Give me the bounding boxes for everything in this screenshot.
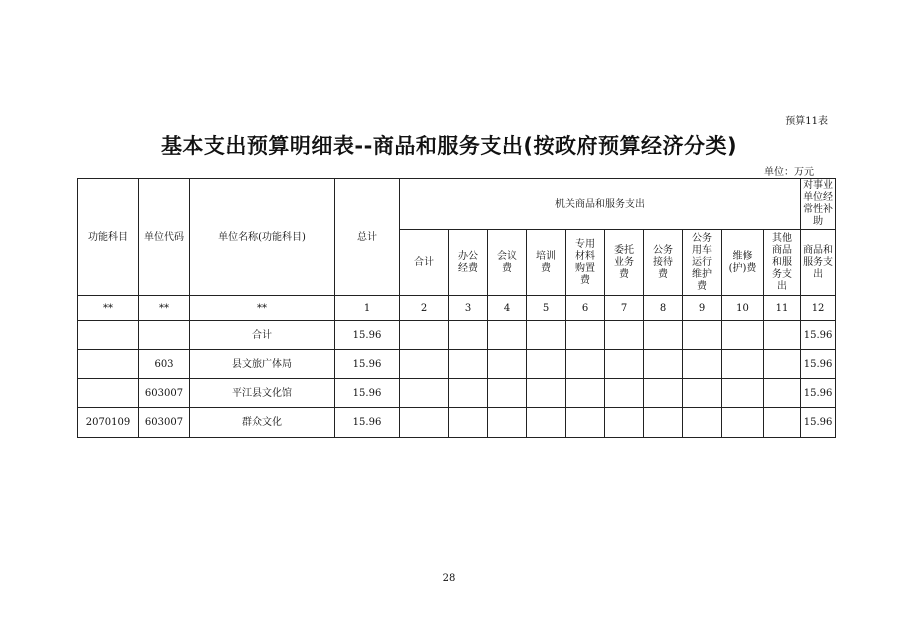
header-col-other: 其他商品和服务支出 — [764, 230, 801, 296]
budget-table — [77, 178, 836, 438]
subsidy-cell: 15.96 — [801, 350, 836, 379]
header-col-vehicle: 公务用车运行维护费 — [683, 230, 722, 296]
index-cell: 12 — [801, 296, 836, 321]
header-col-entrusted: 委托业务费 — [605, 230, 644, 296]
unit-code-cell — [139, 321, 190, 350]
index-cell: 7 — [605, 296, 644, 321]
header-col-meeting: 会议费 — [488, 230, 527, 296]
table-row — [78, 321, 836, 350]
total-cell: 15.96 — [335, 379, 400, 408]
unit-name-cell: 县文旅广体局 — [190, 350, 335, 379]
index-cell: ** — [190, 296, 335, 321]
index-cell: 9 — [683, 296, 722, 321]
page-title: 基本支出预算明细表--商品和服务支出(按政府预算经济分类) — [160, 134, 738, 158]
header-col-materials: 专用材料购置费 — [566, 230, 605, 296]
unit-name-cell: 合计 — [190, 321, 335, 350]
unit-code-cell: 603007 — [139, 379, 190, 408]
unit-name-cell: 平江县文化馆 — [190, 379, 335, 408]
index-cell: 10 — [722, 296, 764, 321]
unit-name-cell: 群众文化 — [190, 408, 335, 438]
index-cell: 8 — [644, 296, 683, 321]
unit-code-cell: 603007 — [139, 408, 190, 438]
index-cell: 4 — [488, 296, 527, 321]
subsidy-cell: 15.96 — [801, 321, 836, 350]
index-cell: ** — [78, 296, 139, 321]
header-col-total: 合计 — [400, 230, 449, 296]
header-col-subsidy-goods: 商品和服务支出 — [801, 230, 836, 296]
header-col-maintenance: 维修(护)费 — [722, 230, 764, 296]
header-col-office: 办公经费 — [449, 230, 488, 296]
total-cell: 15.96 — [335, 350, 400, 379]
header-col-reception: 公务接待费 — [644, 230, 683, 296]
header-row-1 — [78, 179, 836, 230]
subsidy-cell: 15.96 — [801, 379, 836, 408]
func-subject-cell — [78, 350, 139, 379]
table-row — [78, 379, 836, 408]
index-cell: 5 — [527, 296, 566, 321]
index-row — [78, 296, 836, 321]
index-cell: 11 — [764, 296, 801, 321]
header-func-subject: 功能科目 — [78, 179, 139, 296]
func-subject-cell: 2070109 — [78, 408, 139, 438]
index-cell: 2 — [400, 296, 449, 321]
unit-code-cell: 603 — [139, 350, 190, 379]
index-cell: 3 — [449, 296, 488, 321]
header-unit-name: 单位名称(功能科目) — [190, 179, 335, 296]
header-col-training: 培训费 — [527, 230, 566, 296]
func-subject-cell — [78, 379, 139, 408]
index-cell: 6 — [566, 296, 605, 321]
budget-form-code: 预算11表 — [785, 116, 828, 127]
index-cell: ** — [139, 296, 190, 321]
header-subsidy-group: 对事业单位经常性补助 — [801, 179, 836, 230]
page-number: 28 — [442, 573, 456, 584]
header-unit-code: 单位代码 — [139, 179, 190, 296]
func-subject-cell — [78, 321, 139, 350]
total-cell: 15.96 — [335, 408, 400, 438]
header-org-group: 机关商品和服务支出 — [400, 179, 801, 230]
table-row — [78, 408, 836, 438]
unit-label: 单位：万元 — [764, 167, 814, 178]
index-cell: 1 — [335, 296, 400, 321]
header-total: 总计 — [335, 179, 400, 296]
subsidy-cell: 15.96 — [801, 408, 836, 438]
total-cell: 15.96 — [335, 321, 400, 350]
table-row — [78, 350, 836, 379]
